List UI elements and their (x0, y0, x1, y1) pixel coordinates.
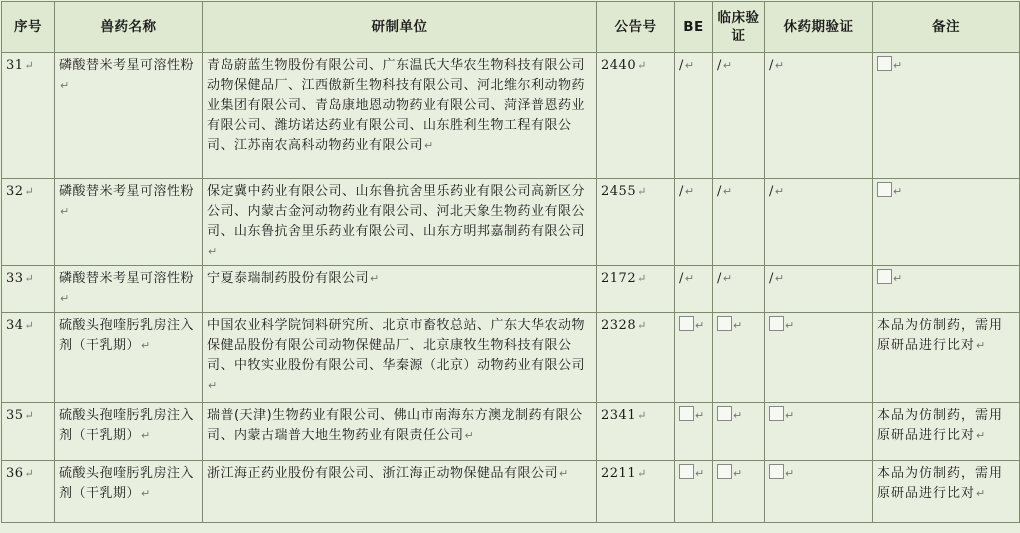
cell-announce (597, 53, 675, 179)
table-body (2, 53, 1020, 523)
paragraph-mark-icon: ↵ (785, 467, 795, 480)
cell-withdrawal (765, 53, 873, 179)
table-row (2, 179, 1020, 266)
slash-mark: / (769, 271, 774, 286)
cell-unit (203, 53, 597, 179)
cell-no-text: 33 (6, 271, 24, 286)
slash-mark: / (679, 271, 684, 286)
table-row (2, 53, 1020, 179)
cell-be (675, 313, 713, 403)
cell-be (675, 179, 713, 266)
paragraph-mark-icon: ↵ (722, 272, 733, 285)
cell-announce (597, 266, 675, 313)
header-no: 序号 (2, 2, 55, 53)
cell-unit-text: 青岛蔚蓝生物股份有限公司、广东温氏大华农生物科技有限公司动物保健品厂、江西傲新生物科技有限公司、河北维尔利动物药业集团有限公司、青岛康地恩动物药业有限公司、菏泽普恩药业有限公司、潍坊诺达药业有限公司、山东胜利生物工程有限公司、江苏南农高科动物药业有限公司 (207, 58, 586, 153)
cell-remarks (873, 403, 1020, 461)
checkbox-icon[interactable] (717, 316, 732, 331)
cell-clinical (713, 313, 765, 403)
paragraph-mark-icon: ↵ (60, 292, 70, 305)
paragraph-mark-icon: ↵ (976, 487, 987, 500)
paragraph-mark-icon: ↵ (893, 272, 903, 285)
header-withdrawal: 休药期验证 (765, 2, 873, 53)
slash-mark: / (717, 184, 722, 199)
cell-no (2, 53, 55, 179)
cell-be (675, 266, 713, 313)
paragraph-mark-icon: ↵ (722, 185, 733, 198)
slash-mark: / (769, 58, 774, 73)
paragraph-mark-icon: ↵ (684, 59, 695, 72)
paragraph-mark-icon: ↵ (733, 319, 743, 332)
paragraph-mark-icon: ↵ (637, 272, 647, 285)
paragraph-mark-icon: ↵ (722, 59, 733, 72)
cell-remarks (873, 461, 1020, 523)
checkbox-icon[interactable] (877, 56, 892, 71)
cell-name-text: 硫酸头孢喹肟乳房注入剂（干乳期） (59, 318, 195, 353)
slash-mark: / (717, 271, 722, 286)
cell-name (55, 53, 203, 179)
cell-unit-text: 浙江海正药业股份有限公司、浙江海正动物保健品有限公司 (207, 466, 559, 481)
cell-unit-text: 中国农业科学院饲料研究所、北京市畜牧总站、广东大华农动物保健品股份有限公司动物保健品厂、北京康牧生物科技有限公司、中牧实业股份有限公司、华秦源（北京）动物药业有限公司 (207, 318, 586, 373)
cell-announce-text: 2341 (601, 408, 637, 423)
paragraph-mark-icon: ↵ (208, 379, 218, 392)
paragraph-mark-icon: ↵ (24, 185, 35, 198)
cell-announce-text: 2172 (601, 271, 637, 286)
paragraph-mark-icon: ↵ (424, 139, 434, 152)
cell-name (55, 403, 203, 461)
paragraph-mark-icon: ↵ (684, 272, 695, 285)
checkbox-icon[interactable] (679, 316, 694, 331)
paragraph-mark-icon: ↵ (24, 409, 35, 422)
checkbox-icon[interactable] (679, 464, 694, 479)
paragraph-mark-icon: ↵ (24, 319, 35, 332)
paragraph-mark-icon: ↵ (774, 185, 785, 198)
cell-name-text: 磷酸替米考星可溶性粉 (59, 58, 195, 73)
paragraph-mark-icon: ↵ (637, 59, 647, 72)
slash-mark: / (679, 184, 684, 199)
checkbox-icon[interactable] (769, 316, 784, 331)
cell-no-text: 34 (6, 318, 24, 333)
cell-withdrawal (765, 266, 873, 313)
paragraph-mark-icon: ↵ (559, 467, 569, 480)
paragraph-mark-icon: ↵ (976, 429, 987, 442)
cell-announce-text: 2211 (601, 466, 637, 481)
paragraph-mark-icon: ↵ (208, 245, 218, 258)
cell-name (55, 461, 203, 523)
cell-withdrawal (765, 403, 873, 461)
checkbox-icon[interactable] (769, 406, 784, 421)
paragraph-mark-icon: ↵ (695, 409, 705, 422)
cell-unit (203, 461, 597, 523)
paragraph-mark-icon: ↵ (695, 467, 705, 480)
cell-announce (597, 403, 675, 461)
slash-mark: / (679, 58, 684, 73)
table-row (2, 461, 1020, 523)
cell-no (2, 266, 55, 313)
drug-table (1, 1, 1020, 523)
cell-name-text: 硫酸头孢喹肟乳房注入剂（干乳期） (59, 408, 195, 443)
cell-unit-text: 瑞普(天津)生物药业有限公司、佛山市南海东方澳龙制药有限公司、内蒙古瑞普大地生物药业有限责任公司 (207, 408, 583, 443)
checkbox-icon[interactable] (717, 464, 732, 479)
paragraph-mark-icon: ↵ (893, 59, 903, 72)
cell-no-text: 36 (6, 466, 24, 481)
cell-remarks (873, 179, 1020, 266)
cell-unit-text: 宁夏泰瑞制药股份有限公司 (207, 271, 370, 286)
cell-no-text: 32 (6, 184, 24, 199)
paragraph-mark-icon: ↵ (785, 409, 795, 422)
cell-no-text: 35 (6, 408, 24, 423)
header-remarks: 备注 (873, 2, 1020, 53)
paragraph-mark-icon: ↵ (141, 487, 151, 500)
cell-be (675, 53, 713, 179)
paragraph-mark-icon: ↵ (24, 272, 35, 285)
cell-no (2, 403, 55, 461)
paragraph-mark-icon: ↵ (637, 409, 647, 422)
table-row (2, 403, 1020, 461)
cell-be (675, 461, 713, 523)
paragraph-mark-icon: ↵ (785, 319, 795, 332)
paragraph-mark-icon: ↵ (24, 59, 35, 72)
cell-no-text: 31 (6, 58, 24, 73)
header-announce: 公告号 (597, 2, 675, 53)
paragraph-mark-icon: ↵ (60, 205, 70, 218)
paragraph-mark-icon: ↵ (976, 339, 987, 352)
cell-name (55, 266, 203, 313)
slash-mark: / (769, 184, 774, 199)
header-clinical: 临床验证 (713, 2, 765, 53)
cell-no (2, 179, 55, 266)
cell-remarks-text: 本品为仿制药，需用原研品进行比对 (877, 318, 1004, 353)
header-name: 兽药名称 (55, 2, 203, 53)
checkbox-icon[interactable] (717, 406, 732, 421)
cell-announce-text: 2455 (601, 184, 637, 199)
cell-clinical (713, 266, 765, 313)
cell-name (55, 179, 203, 266)
cell-withdrawal (765, 313, 873, 403)
table-row (2, 266, 1020, 313)
paragraph-mark-icon: ↵ (733, 467, 743, 480)
checkbox-icon[interactable] (769, 464, 784, 479)
cell-clinical (713, 53, 765, 179)
cell-unit (203, 179, 597, 266)
cell-clinical (713, 403, 765, 461)
cell-announce (597, 179, 675, 266)
cell-clinical (713, 179, 765, 266)
cell-name-text: 硫酸头孢喹肟乳房注入剂（干乳期） (59, 466, 195, 501)
paragraph-mark-icon: ↵ (637, 467, 647, 480)
paragraph-mark-icon: ↵ (60, 79, 70, 92)
cell-no (2, 461, 55, 523)
header-unit: 研制单位 (203, 2, 597, 53)
cell-unit (203, 266, 597, 313)
checkbox-icon[interactable] (679, 406, 694, 421)
cell-remarks-text: 本品为仿制药，需用原研品进行比对 (877, 466, 1004, 501)
paragraph-mark-icon: ↵ (684, 185, 695, 198)
cell-remarks (873, 53, 1020, 179)
paragraph-mark-icon: ↵ (774, 59, 785, 72)
cell-announce-text: 2328 (601, 318, 637, 333)
paragraph-mark-icon: ↵ (464, 429, 475, 442)
paragraph-mark-icon: ↵ (141, 339, 151, 352)
paragraph-mark-icon: ↵ (370, 272, 380, 285)
checkbox-icon[interactable] (877, 269, 892, 284)
cell-name (55, 313, 203, 403)
paragraph-mark-icon: ↵ (24, 467, 35, 480)
cell-be (675, 403, 713, 461)
paragraph-mark-icon: ↵ (637, 185, 647, 198)
cell-clinical (713, 461, 765, 523)
cell-no (2, 313, 55, 403)
paragraph-mark-icon: ↵ (695, 319, 705, 332)
paragraph-mark-icon: ↵ (774, 272, 785, 285)
paragraph-mark-icon: ↵ (637, 319, 647, 332)
slash-mark: / (717, 58, 722, 73)
checkbox-icon[interactable] (877, 182, 892, 197)
cell-name-text: 磷酸替米考星可溶性粉 (59, 271, 195, 286)
cell-remarks-text: 本品为仿制药，需用原研品进行比对 (877, 408, 1004, 443)
cell-withdrawal (765, 179, 873, 266)
cell-remarks (873, 266, 1020, 313)
paragraph-mark-icon: ↵ (733, 409, 743, 422)
header-be: BE (675, 2, 713, 53)
cell-unit (203, 403, 597, 461)
cell-announce-text: 2440 (601, 58, 637, 73)
cell-announce (597, 461, 675, 523)
cell-withdrawal (765, 461, 873, 523)
paragraph-mark-icon: ↵ (893, 185, 903, 198)
cell-announce (597, 313, 675, 403)
cell-unit (203, 313, 597, 403)
table-row (2, 313, 1020, 403)
cell-name-text: 磷酸替米考星可溶性粉 (59, 184, 195, 199)
paragraph-mark-icon: ↵ (141, 429, 151, 442)
cell-remarks (873, 313, 1020, 403)
cell-unit-text: 保定冀中药业有限公司、山东鲁抗舍里乐药业有限公司高新区分公司、内蒙古金河动物药业有限公司、河北天象生物药业有限公司、山东鲁抗舍里乐药业有限公司、山东方明邦嘉制药有限公司 (207, 184, 586, 239)
header-row (2, 2, 1020, 53)
